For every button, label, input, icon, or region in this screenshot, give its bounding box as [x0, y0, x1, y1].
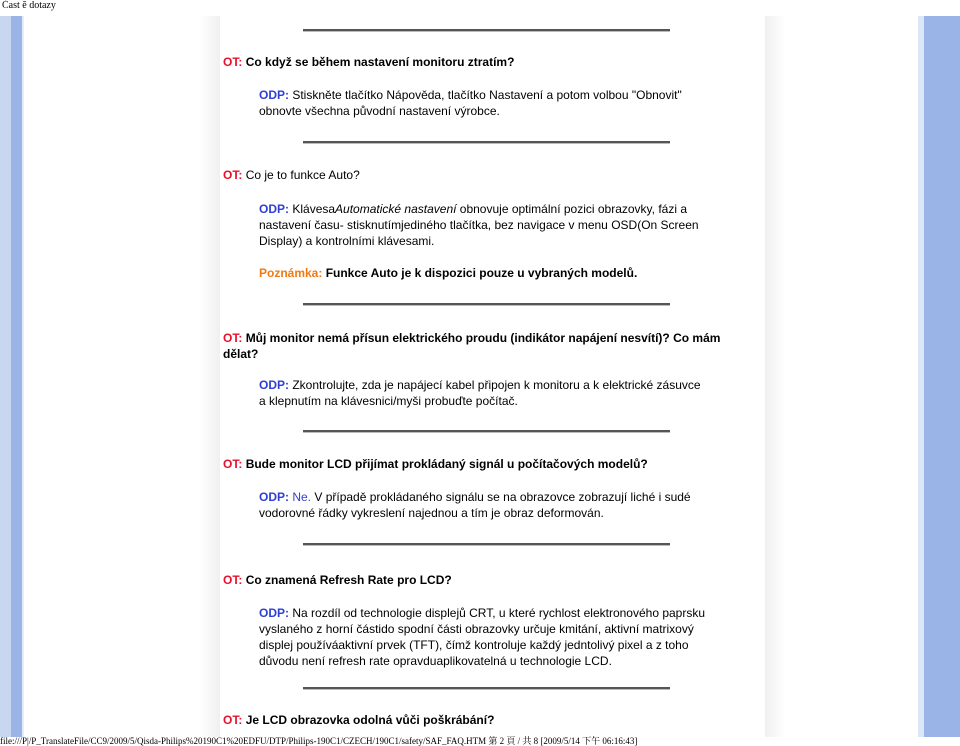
section-divider [303, 430, 670, 433]
faq-question [223, 167, 723, 183]
question-text: Co když se během nastavení monitoru ztratím? [245, 55, 515, 69]
question-tag: OT: [223, 457, 243, 471]
answer-tag: ODP: [259, 378, 289, 392]
answer-text: obnovuje optimální pozici obrazovky, fázi a nastavení času- stisknutímjediného tlačítka, bez navigace v menu OSD(On Screen Display) a kontrolními klávesami. [259, 202, 699, 248]
faq-question [223, 572, 723, 588]
note-text: Funkce Auto je k dispozici pouze u vybraných modelů. [322, 266, 638, 280]
content-shadow-right [765, 16, 785, 738]
question-tag: OT: [223, 55, 243, 69]
section-divider [303, 543, 670, 546]
section-divider [303, 141, 670, 144]
answer-italic-term: Automatické nastavení [335, 202, 457, 216]
faq-answer [259, 489, 709, 521]
left-frame-bar-edge [22, 16, 24, 738]
answer-text: Zkontrolujte, zda je napájecí kabel připojen k monitoru a k elektrické zásuvce a klepnutím na klávesnici/myši probuďte počítač. [259, 378, 701, 408]
content-shadow-left [200, 16, 220, 738]
faq-answer [259, 87, 709, 119]
answer-text: V případě prokládaného signálu se na obrazovce zobrazují liché i sudé vodorovné řádky vykreslení najednou a tím je obraz deformován. [259, 490, 691, 520]
question-tag: OT: [223, 713, 243, 727]
answer-highlight: Ne. [289, 490, 312, 504]
note-label: Poznámka: [259, 266, 323, 280]
faq-answer [259, 605, 709, 669]
question-text: Je LCD obrazovka odolná vůči poškrábání? [245, 713, 495, 727]
question-text: Co znamená Refresh Rate pro LCD? [245, 573, 452, 587]
faq-answer [259, 201, 709, 249]
question-text: Můj monitor nemá přísun elektrického proudu (indikátor napájení nesvítí)? Co mám dělat? [223, 331, 721, 361]
question-text: Co je to funkce Auto? [245, 168, 360, 182]
left-frame-bar [11, 16, 22, 738]
answer-tag: ODP: [259, 490, 289, 504]
question-tag: OT: [223, 331, 243, 345]
section-divider [303, 687, 670, 690]
answer-text: Stiskněte tlačítko Nápověda, tlačítko Nastavení a potom volbou "Obnovit" obnovte všechna původní nastavení výrobce. [259, 88, 682, 118]
answer-tag: ODP: [259, 606, 289, 620]
page-header-title: Čast ĕ dotazy [2, 0, 56, 11]
left-frame-bar-outer [0, 16, 11, 738]
faq-question [223, 456, 723, 472]
page-footer-path: file:///P|/P_TranslateFile/CC9/2009/5/Qisda-Philips%20190C1%20EDFU/DTP/Philips-190C1/CZECH/190C1/safety/SAF_FAQ.HTM 第 2 頁 / 共 8 [2009/5/14 下午 06:16:43] [0, 737, 960, 745]
faq-answer [259, 377, 709, 409]
question-tag: OT: [223, 168, 243, 182]
answer-text: Na rozdíl od technologie displejů CRT, u které rychlost elektronového paprsku vyslaného z horní částido spodní části obrazovky určuje kmitání, aktivní matrixový displej používáaktivní prvek (TFT), čímž kontroluje každý jedntolivý pixel a z toho důvodu není refresh rate opravduaplikovatelná u technologie LCD. [259, 606, 706, 668]
answer-prefix: Klávesa [292, 202, 336, 216]
right-frame-bar [924, 16, 960, 738]
section-divider [303, 303, 670, 306]
question-tag: OT: [223, 573, 243, 587]
faq-question [223, 54, 723, 70]
answer-tag: ODP: [259, 88, 289, 102]
section-divider [303, 29, 670, 32]
faq-question [223, 712, 723, 728]
faq-note [259, 265, 709, 281]
question-text: Bude monitor LCD přijímat prokládaný signál u počítačových modelů? [245, 457, 648, 471]
faq-question [223, 330, 723, 362]
answer-tag: ODP: [259, 202, 289, 216]
